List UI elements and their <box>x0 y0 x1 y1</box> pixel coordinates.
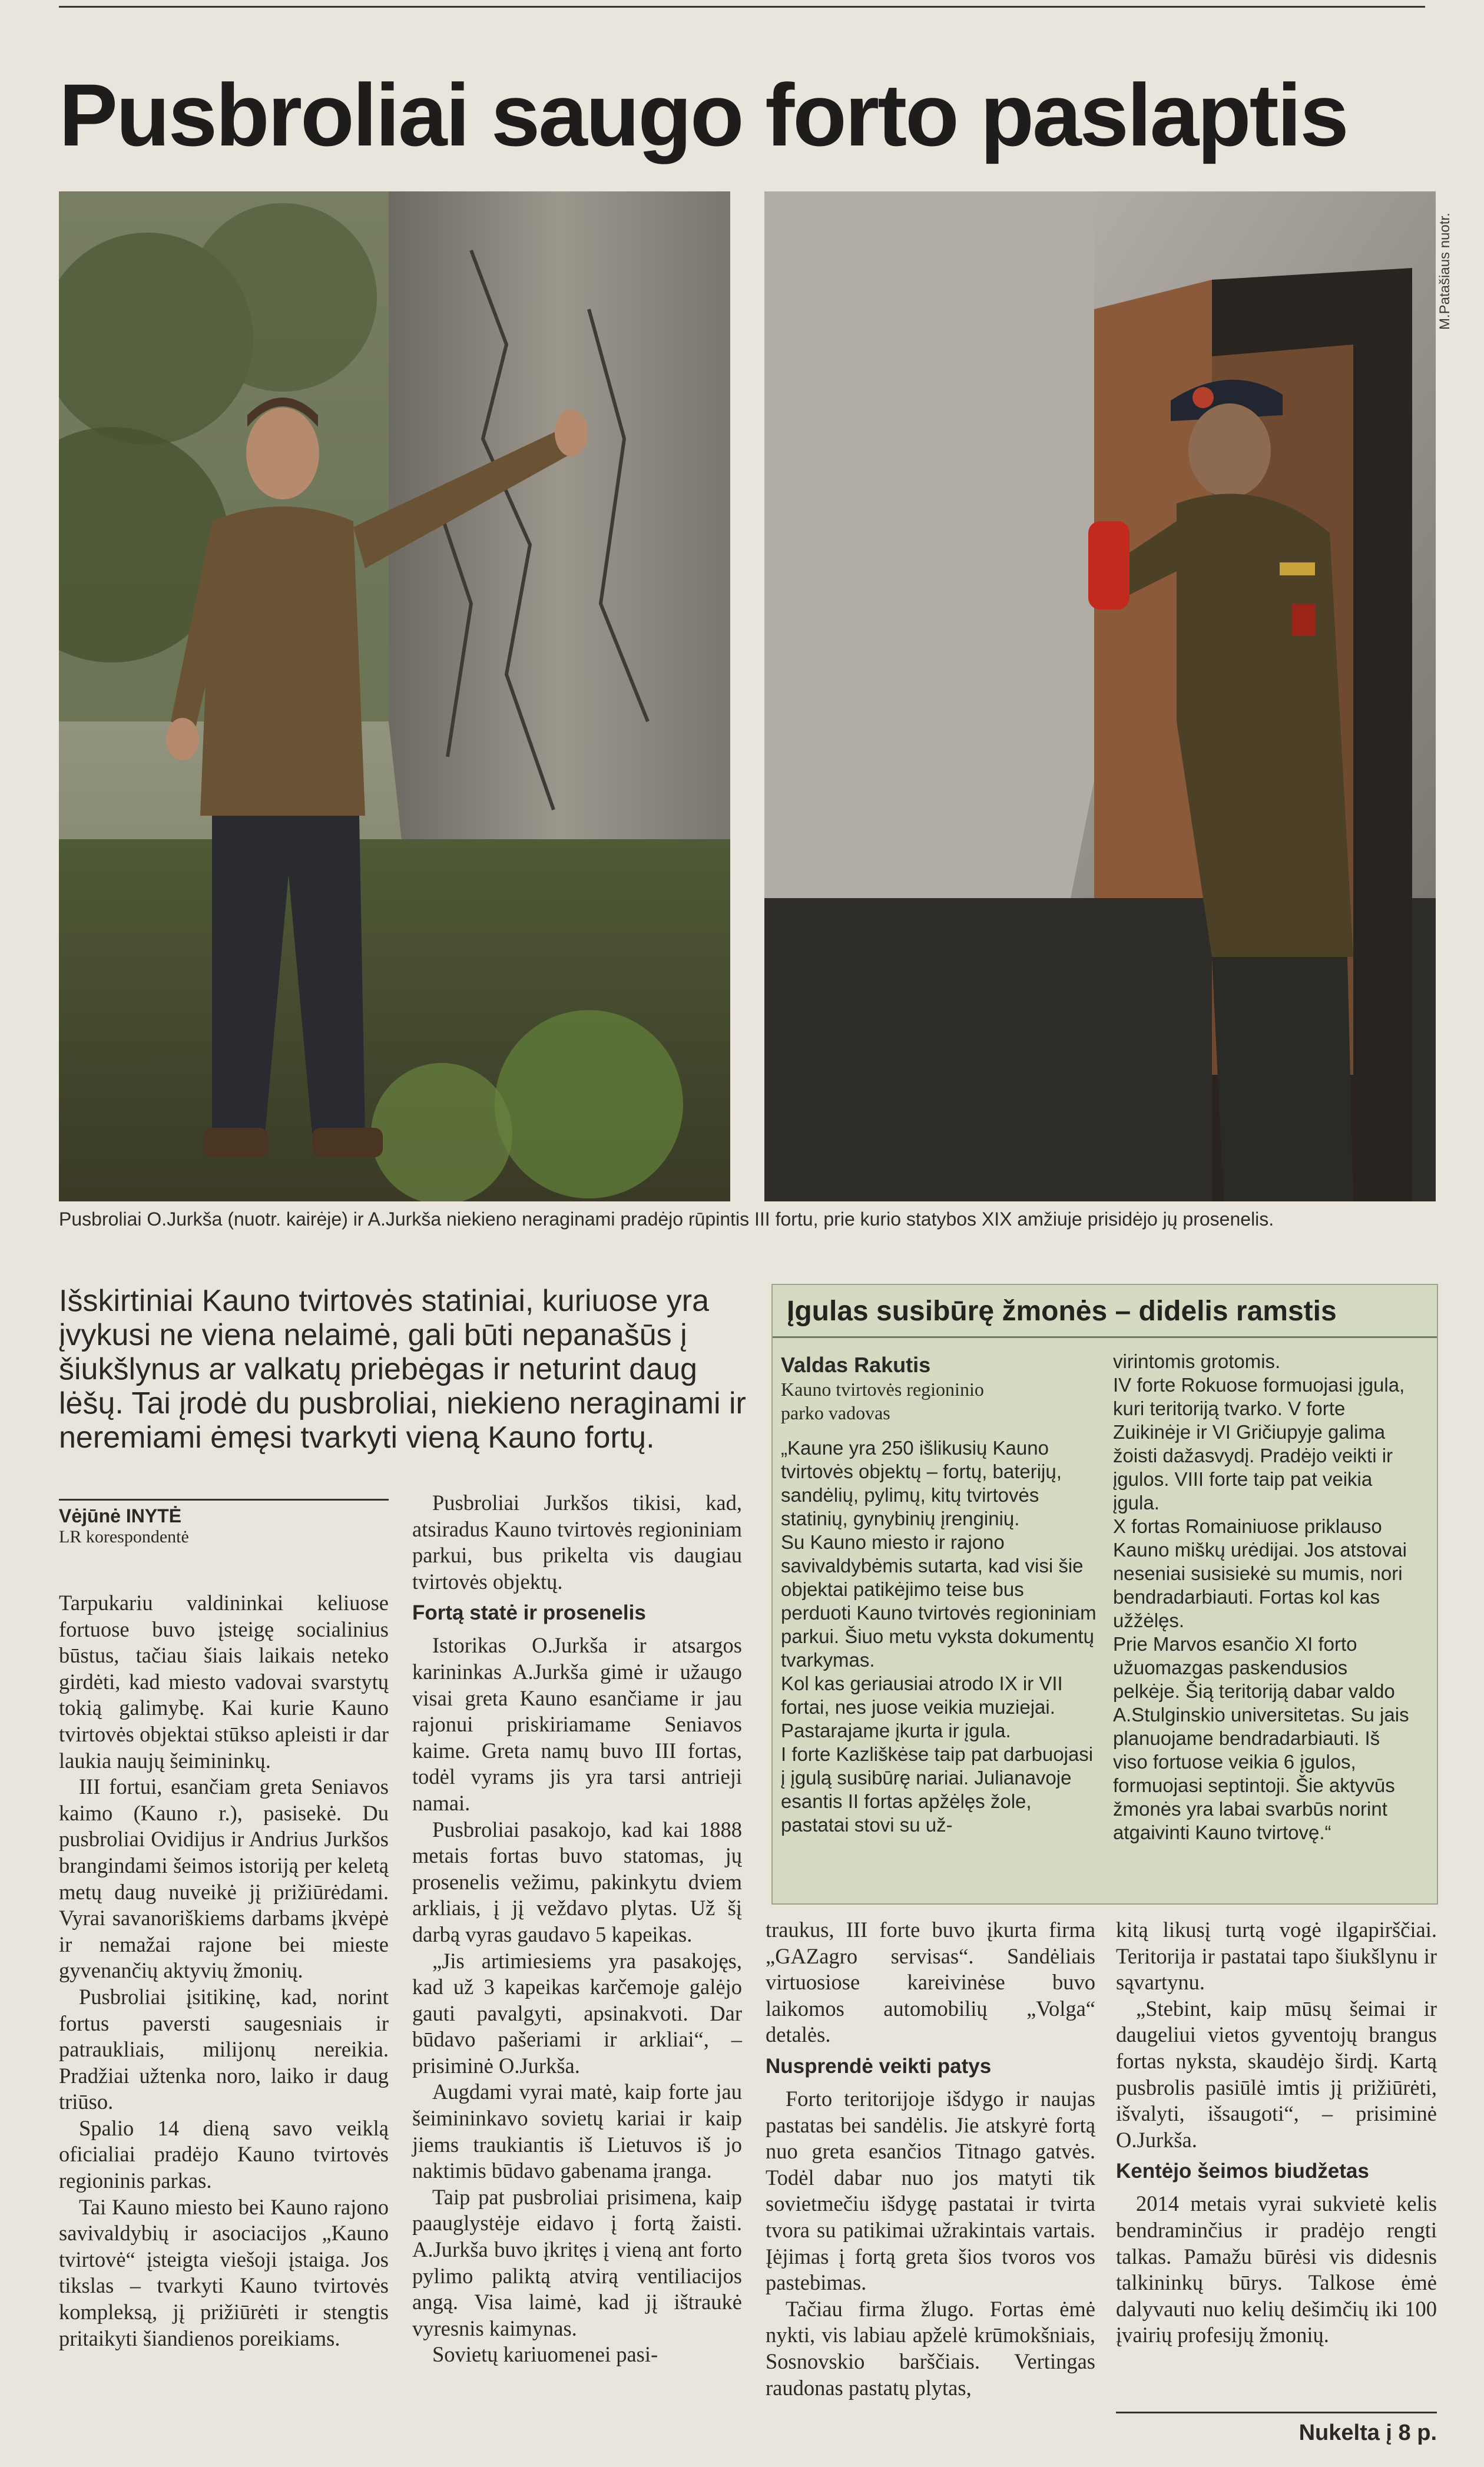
paragraph: „Stebint, kaip mūsų šeimai ir daugeliui vietos gyventojų brangus fortas nyksta, skaudėjo širdį. Kartą pusbrolis pasiūlė imtis jį prižiūrėti, išvalyti, išsaugoti“, – prisiminė O.Jurkša. <box>1116 1996 1437 2152</box>
paragraph: Sovietų kariuomenei pasi- <box>432 2342 658 2367</box>
column-rule <box>1116 2412 1437 2413</box>
sidebar-box <box>771 1284 1438 1905</box>
lead-paragraph: Išskirtiniai Kauno tvirtovės statiniai, kuriuose yra įvykusi ne viena nelaimė, gali būti nepanašūs į šiukšlynus ar valkatų priebėgas ir neturint daug lėšų. Tai įrodė du pusbroliai, niekieno neraginami ir neremiami ėmęsi tvarkyti vieną Kauno fortų. <box>59 1284 746 1455</box>
sidebar-paragraph: Prie Marvos esančio XI forto užuomazgas paskendusios pelkėje. Šią teritoriją dabar valdo A.Stulginskio universitetas. Su jais planuojame bendradarbiauti. Iš viso fortuose veikia 6 įgulos, formuojasi septintoji. Šie aktyvūs žmonės yra labai svarbūs norint atgaivinti Kauno tvirtovę.“ <box>1113 1633 1409 1843</box>
sidebar-paragraph: Kol kas geriausiai atrodo IX ir VII fortai, nes juose veikia muziejai. Pastarajame įkurta ir įgula. <box>781 1673 1063 1741</box>
paragraph: Tarpukariu valdininkai keliuose fortuose buvo įsteigę socialinius būstus, tačiau šiais laikais neteko girdėti, kad miesto vadovai svarstytų tokią galimybę. Kai kurie Kauno tvirtovės objektai stūkso apleisti ir dar laukia naujų šeimininkų. <box>59 1591 389 1773</box>
paragraph: Augdami vyrai matė, kaip forte jau šeimininkavo sovietų kariai ir kaip jiems traukiantis iš Lietuvos iš jo naktimis būdavo gabenama įranga. <box>412 2079 742 2183</box>
article-column-3 <box>766 1917 1095 2447</box>
sidebar-paragraph: I forte Kazliškėse taip pat darbuojasi į įgulą susibūrę nariai. Julianavoje esantis II fortas apžėlęs žole, pastatai stovi su už- <box>781 1743 1094 1836</box>
continued-note: Nukelta į 8 p. <box>1298 2420 1437 2445</box>
paragraph: Pusbroliai pasakojo, kad kai 1888 metais fortas buvo statomas, jų prosenelis vežimu, pakinkytu dviem arkliais, į jį veždavo plytas. Už šį darbą vyras gaudavo 5 kapeikas. <box>412 1817 742 1946</box>
paragraph: 2014 metais vyrai sukvietė kelis bendraminčius ir pradėjo rengti talkas. Pamažu būrėsi vis didesnis talkininkų būrys. Talkose ėmė dalyvauti nuo kelių dešimčių iki 100 įvairių profesijų žmonių. <box>1116 2191 1437 2347</box>
paragraph: traukus, III forte buvo įkurta firma „GAZagro servisas“. Sandėliais virtuosiose kareivinėse buvo laikomos automobilių „Volga“ detalės. <box>766 1918 1095 2047</box>
sidebar-column-right <box>1113 1350 1419 1845</box>
paragraph: Pusbroliai Jurkšos tikisi, kad, atsiradus Kauno tvirtovės regioniniam parkui, bus prikelta vis daugiau tvirtovės objektų. <box>412 1491 742 1594</box>
sidebar-column-left <box>781 1353 1099 1837</box>
subheading: Nusprendė veikti patys <box>766 2054 992 2078</box>
article-column-2 <box>412 1490 742 2450</box>
sidebar-author: Valdas Rakutis <box>781 1353 931 1377</box>
subheading: Fortą statė ir prosenelis <box>412 1601 646 1625</box>
photo-man-at-wall <box>59 191 730 1201</box>
article-column-1 <box>59 1590 389 2426</box>
top-rule <box>59 6 1425 8</box>
paragraph: kitą likusį turtą vogė ilgapirščiai. Teritorija ir pastatai tapo šiukšlynu ir sąvartynu. <box>1116 1918 1437 1995</box>
article-column-4 <box>1116 1917 1437 2388</box>
author-name: Vėjūnė INYTĖ <box>59 1505 182 1526</box>
paragraph: Pusbroliai įsitikinę, kad, norint fortus paversti saugesniais ir patraukliais, milijonų nereikia. Pradžiai užtenka noro, laiko ir daug triūso. <box>59 1984 389 2114</box>
paragraph: Tačiau firma žlugo. Fortas ėmė nykti, vis labiau apželė krūmokšniais, Sosnovskio barščiais. Vertingas raudonas pastatų plytas, <box>766 2296 1095 2400</box>
paragraph: Spalio 14 dieną savo veiklą oficialiai pradėjo Kauno tvirtovės regioninis parkas. <box>59 2115 389 2193</box>
photo-man-with-flashlight <box>764 191 1436 1201</box>
paragraph: Taip pat pusbroliai prisimena, kaip paauglystėje eidavo į fortą žaisti. A.Jurkša buvo įkritęs į vieną ant forto pylimo paliktą atvirą ventiliacijos angą. Visa laimė, kad jį ištraukė vyresnis kaimynas. <box>412 2184 742 2340</box>
photo-caption: Pusbroliai O.Jurkša (nuotr. kairėje) ir A.Jurkša niekieno neraginami pradėjo rūpintis III fortu, prie kurio statybos XIX amžiuje prisidėjo jų prosenelis. <box>59 1208 1274 1230</box>
sidebar-paragraph: Su Kauno miesto ir rajono savivaldybėmis sutarta, kad visi šie objektai patikėjimo teise bus perduoti Kauno tvirtovės regioniniam parkui. Šiuo metu vyksta dokumentų tvarkymas. <box>781 1531 1097 1671</box>
sidebar-paragraph: „Kaune yra 250 išlikusių Kauno tvirtovės objektų – fortų, baterijų, sandėlių, pylimų, kitų tvirtovės statinių, gynybinių įrenginių. <box>781 1437 1062 1529</box>
paragraph: Forto teritorijoje išdygo ir naujas pastatas bei sandėlis. Jie atskyrė fortą nuo greta esančios Titnago gatvės. Todėl dabar nuo jos matyti tik sovietmečiu išdygę pastatai ir tvirta tvora su patikimai užrakintais vartais. Įėjimas į fortą greta šios tvoros vos pastebimas. <box>766 2086 1095 2295</box>
paragraph: Tai Kauno miesto bei Kauno rajono savivaldybių ir asociacijos „Kauno tvirtovė“ įsteigta viešoji įstaiga. Jos tikslas – tvarkyti Kauno tvirtovės kompleksą, jį prižiūrėti ir stengtis pritaikyti šiandienos poreikiams. <box>59 2194 389 2350</box>
author-role: LR korespondentė <box>59 1527 189 1547</box>
headline: Pusbroliai saugo forto paslaptis <box>59 65 1347 164</box>
paragraph: „Jis artimiesiems yra pasakojęs, kad už 3 kapeikas karčemoje galėjo gauti pavalgyti, apsinakvoti. Dar būdavo pašeriami ir arkliai“, – prisiminė O.Jurkša. <box>412 1948 742 2078</box>
paragraph: Istorikas O.Jurkša ir atsargos karininkas A.Jurkša gimė ir užaugo visai greta Kauno esančiame ir jau rajonui priskiriamame Seniavos kaime. Greta namų buvo III fortas, todėl vyrams jis yra tarsi antrieji namai. <box>412 1633 742 1815</box>
sidebar-paragraph: X fortas Romainiuose priklauso Kauno miškų urėdijai. Jos atstovai neseniai susisiekė su mumis, nori bendradarbiauti. Fortas kol kas užžėlęs. <box>1113 1515 1407 1631</box>
paragraph: III fortui, esančiam greta Seniavos kaimo (Kauno r.), pasisekė. Du pusbroliai Ovidijus ir Andrius Jurkšos brangindami šeimos istoriją per keletą metų daug nuveikė jį prižiūrėdami. Vyrai savanoriškiems darbams įkvėpė ir nemažai rajone bei mieste gyvenančių aktyvių žmonių. <box>59 1774 389 1983</box>
subheading: Kentėjo šeimos biudžetas <box>1116 2160 1369 2183</box>
byline <box>59 1499 389 1559</box>
sidebar-paragraph: IV forte Rokuose formuojasi įgula, kuri teritoriją tvarko. V forte Zuikinėje ir VI Gričiupyje galima žoisti dažasvydį. Pradėjo veikti ir įgulos. VIII forte taip pat veikia įgula. <box>1113 1374 1405 1514</box>
sidebar-author-role: Kauno tvirtovės regioninio parko vadovas <box>781 1379 984 1423</box>
photo-credit: M.Patašiaus nuotr. <box>1437 213 1453 330</box>
sidebar-title: Įgulas susibūrę žmonės – didelis ramstis <box>773 1285 1437 1338</box>
sidebar-paragraph: virintomis grotomis. <box>1113 1350 1281 1372</box>
